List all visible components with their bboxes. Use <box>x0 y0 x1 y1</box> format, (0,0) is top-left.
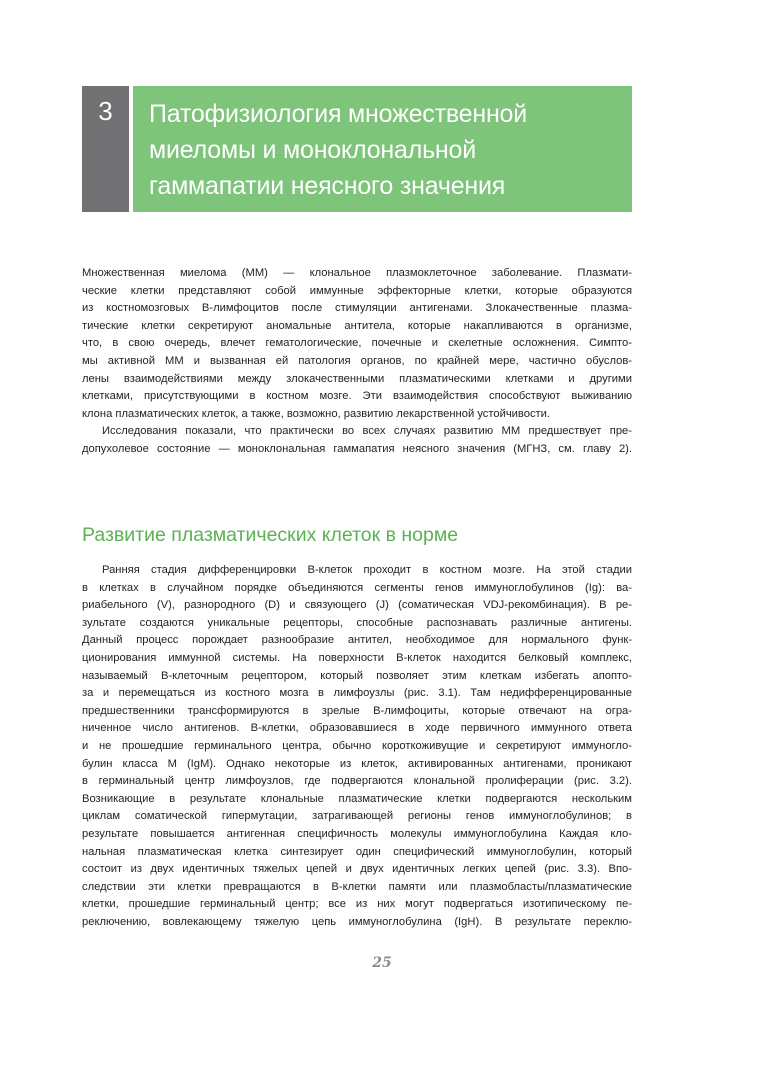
text-line: лены взаимодействиями между злокачественными плазматическими клетками и другими <box>82 372 632 385</box>
text-line: ческие клетки представляют собой иммунные эффекторные клетки, которые образуются <box>82 284 632 297</box>
chapter-title-line: Патофизиология множественной <box>149 100 528 128</box>
text-line: следствии эти клетки превращаются в В-клетки памяти или плазмобласты/плазматические <box>82 880 632 893</box>
intro-paragraph-2 <box>82 423 632 458</box>
section-heading: Развитие плазматических клеток в норме <box>82 524 459 546</box>
text-line: клетки, прошедшие герминальный центр; все из них могут подвергаться изотипическому пе- <box>82 898 632 911</box>
text-line: называемый В-клеточным рецептором, который позволяет этим клеткам избегать апопто- <box>82 669 632 682</box>
text-line: нальная плазматическая клетка синтезирует один специфический иммуноглобулин, который <box>82 845 632 858</box>
text-line: риабельного (V), разнородного (D) и связующего (J) (соматическая VDJ-рекомбинация). В ре- <box>82 599 632 612</box>
section-text <box>82 562 632 931</box>
chapter-title-line: миеломы и моноклональной <box>149 136 476 164</box>
text-line: реключению, вовлекающему тяжелую цепь иммуноглобулина (IgH). В результате переклю- <box>82 915 632 928</box>
chapter-title <box>133 86 632 212</box>
chapter-title-line: гаммапатии неясного значения <box>149 172 506 200</box>
text-line: в клетках в случайном порядке объединяются сегменты генов иммуноглобулинов (Ig): ва- <box>82 581 632 594</box>
text-line: предшественники трансформируются в зрелые В-лимфоциты, которые отвечают на огра- <box>82 704 632 717</box>
text-line: состоит из двух идентичных тяжелых цепей и двух идентичных легких цепей (рис. 3.3). Впо- <box>82 863 632 876</box>
text-line: и не прошедшие герминального центра, обычно короткоживущие и секретируют иммуногло- <box>82 739 632 752</box>
text-line: Ранняя стадия дифференцировки В-клеток проходит в костном мозге. На этой стадии <box>102 564 632 576</box>
text-line: Исследования показали, что практически во всех случаях развитию ММ предшествует пре- <box>102 425 632 438</box>
intro-text <box>82 265 632 459</box>
text-line: Данный процесс порождает разнообразие антител, необходимое для нормального функ- <box>82 634 632 647</box>
chapter-number: 3 <box>82 86 129 212</box>
text-line: результате повышается антигенная специфичность молекулы иммуноглобулина Каждая кло- <box>82 827 632 840</box>
chapter-header <box>82 86 632 212</box>
text-line: Множественная миелома (ММ) — клональное плазмоклеточное заболевание. Плазмати- <box>82 267 632 279</box>
section-paragraph <box>82 562 632 931</box>
text-line: тические клетки секретируют аномальные антитела, которые накапливаются в организме, <box>82 319 632 332</box>
text-line: ционирования иммунной системы. На поверхности В-клеток находится белковый комплекс, <box>82 651 632 664</box>
text-line: из костномозговых В-лимфоцитов после стимуляции антигенами. Злокачественные плазма- <box>82 302 632 315</box>
text-line: в герминальный центр лимфоузлов, где подвергаются клональной пролиферации (рис. 3.2). <box>82 775 632 788</box>
text-line: что, в свою очередь, влечет гематологические, почечные и скелетные осложнения. Симпто- <box>82 337 632 350</box>
text-line: клона плазматических клеток, а также, возможно, развитию лекарственной устойчивости. <box>82 407 551 420</box>
text-line: за и перемещаться из костного мозга в лимфоузлы (рис. 3.1). Там недифференцированные <box>82 687 632 700</box>
text-line: зультате создаются уникальные рецепторы, способные распознавать различные антигены. <box>82 616 632 629</box>
text-line: булин класса М (IgM). Однако некоторые из клеток, активированных антигенами, проникают <box>82 757 632 770</box>
page-number: 25 <box>372 955 392 971</box>
text-line: мы активной ММ и вызванная ей патология органов, по крайней мере, частично обуслов- <box>82 354 632 367</box>
text-line: Возникающие в результате клональные плазматические клетки подвергаются нескольким <box>82 792 632 805</box>
text-line: циклам соматической гипермутации, затрагивающей регионы генов иммуноглобулинов; в <box>82 810 632 823</box>
intro-paragraph-1 <box>82 265 632 423</box>
text-line: клетками, присутствующими в костном мозге. Эти взаимодействия способствуют выживанию <box>82 390 632 403</box>
text-line: допухолевое состояние — моноклональная гаммапатия неясного значения (МГНЗ, см. главу 2). <box>82 442 632 455</box>
text-line: ниченное число антигенов. В-клетки, образовавшиеся в ходе первичного иммунного ответа <box>82 722 632 735</box>
